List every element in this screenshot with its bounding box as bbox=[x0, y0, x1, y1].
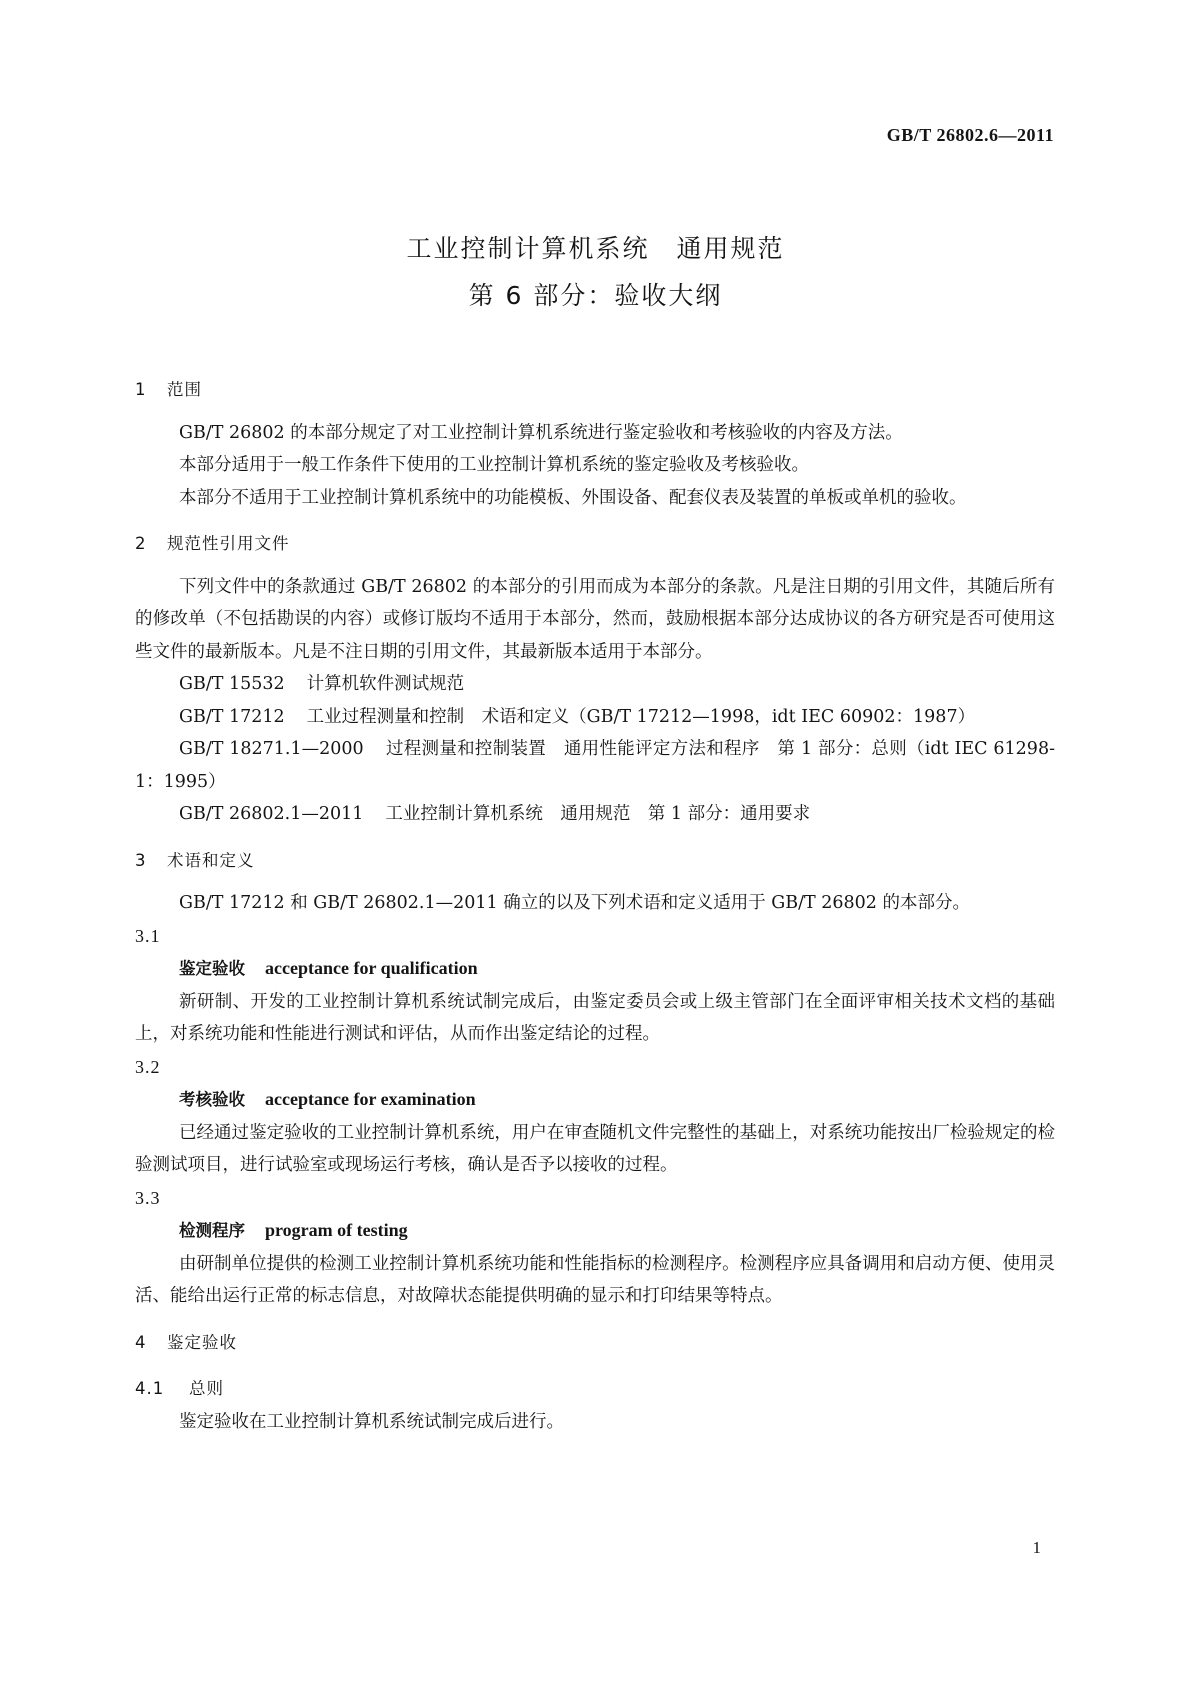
reference-code: GB/T 26802.1—2011 bbox=[179, 804, 364, 824]
reference-title: 计算机软件测试规范 bbox=[306, 674, 465, 694]
page-number: 1 bbox=[1032, 1538, 1041, 1557]
term-number: 3.3 bbox=[135, 1187, 161, 1208]
section-title: 鉴定验收 bbox=[167, 1332, 237, 1352]
section-title: 术语和定义 bbox=[167, 850, 255, 870]
paragraph: 本部分不适用于工业控制计算机系统中的功能模板、外围设备、配套仪表及装置的单板或单机的验收。 bbox=[179, 487, 967, 508]
section-number: 3 bbox=[135, 850, 147, 870]
paragraph: 下列文件中的条款通过 GB/T 26802 的本部分的引用而成为本部分的条款。凡是注日期的引用文件，其随后所有的修改单（不包括勘误的内容）或修订版均不适用于本部分，然而，鼓励根据本部分达成协议的各方研究是否可使用这些文件的最新版本。凡是不注日期的引用文件，其最新版本适用于本部分。 bbox=[135, 576, 1055, 662]
term-entry bbox=[135, 1083, 1055, 1117]
term-entry bbox=[135, 1214, 1055, 1248]
reference-item bbox=[135, 701, 1055, 734]
document-body bbox=[135, 374, 1055, 1438]
reference-title: 工业控制计算机系统 通用规范 第 1 部分：通用要求 bbox=[385, 804, 811, 824]
paragraph: 鉴定验收在工业控制计算机系统试制完成后进行。 bbox=[179, 1411, 564, 1432]
reference-title: 过程测量和控制装置 通用性能评定方法和程序 第 1 部分：总则（idt IEC 61298-1：1995） bbox=[135, 739, 1055, 792]
paragraph: GB/T 26802 的本部分规定了对工业控制计算机系统进行鉴定验收和考核验收的内容及方法。 bbox=[179, 422, 903, 443]
term-chinese: 鉴定验收 bbox=[179, 959, 245, 978]
term-english: program of testing bbox=[265, 1220, 408, 1240]
term-english: acceptance for qualification bbox=[265, 958, 478, 978]
reference-code: GB/T 17212 bbox=[179, 706, 285, 727]
reference-item bbox=[135, 733, 1055, 798]
term-definition: 由研制单位提供的检测工业控制计算机系统功能和性能指标的检测程序。检测程序应具备调用和启动方便、使用灵活、能给出运行正常的标志信息，对故障状态能提供明确的显示和打印结果等特点。 bbox=[135, 1253, 1055, 1306]
term-number: 3.1 bbox=[135, 925, 161, 946]
section-heading-terms bbox=[135, 845, 1055, 878]
section-number: 1 bbox=[135, 380, 147, 399]
subsection-number: 4.1 bbox=[135, 1379, 165, 1398]
standard-number: GB/T 26802.6—2011 bbox=[886, 125, 1054, 145]
section-heading-scope bbox=[135, 374, 1055, 407]
term-definition: 新研制、开发的工业控制计算机系统试制完成后，由鉴定委员会或上级主管部门在全面评审相关技术文档的基础上，对系统功能和性能进行测试和评估，从而作出鉴定结论的过程。 bbox=[135, 991, 1055, 1044]
paragraph: 本部分适用于一般工作条件下使用的工业控制计算机系统的鉴定验收及考核验收。 bbox=[179, 455, 809, 475]
term-english: acceptance for examination bbox=[265, 1089, 476, 1109]
paragraph: GB/T 17212 和 GB/T 26802.1—2011 确立的以及下列术语和定义适用于 GB/T 26802 的本部分。 bbox=[179, 893, 970, 913]
section-number: 4 bbox=[135, 1332, 147, 1352]
reference-code: GB/T 18271.1—2000 bbox=[179, 739, 364, 759]
reference-code: GB/T 15532 bbox=[179, 674, 285, 694]
reference-item bbox=[135, 798, 1055, 831]
subsection-heading-general bbox=[135, 1373, 1055, 1406]
document-title: 工业控制计算机系统 通用规范 bbox=[406, 234, 785, 263]
term-definition: 已经通过鉴定验收的工业控制计算机系统，用户在审查随机文件完整性的基础上，对系统功能按出厂检验规定的检验测试项目，进行试验室或现场运行考核，确认是否予以接收的过程。 bbox=[135, 1122, 1055, 1175]
section-heading-qualification bbox=[135, 1327, 1055, 1360]
term-number: 3.2 bbox=[135, 1056, 161, 1077]
section-number: 2 bbox=[135, 534, 147, 553]
term-entry bbox=[135, 952, 1055, 986]
section-title: 规范性引用文件 bbox=[167, 534, 290, 553]
term-chinese: 考核验收 bbox=[179, 1090, 245, 1109]
reference-title: 工业过程测量和控制 术语和定义（GB/T 17212—1998，idt IEC 60902：1987） bbox=[306, 706, 976, 727]
term-chinese: 检测程序 bbox=[179, 1221, 245, 1240]
document-subtitle: 第 6 部分：验收大纲 bbox=[468, 281, 723, 310]
reference-item bbox=[135, 668, 1055, 701]
section-title: 范围 bbox=[167, 380, 202, 399]
section-heading-normative-references bbox=[135, 528, 1055, 561]
subsection-title: 总则 bbox=[189, 1379, 224, 1398]
